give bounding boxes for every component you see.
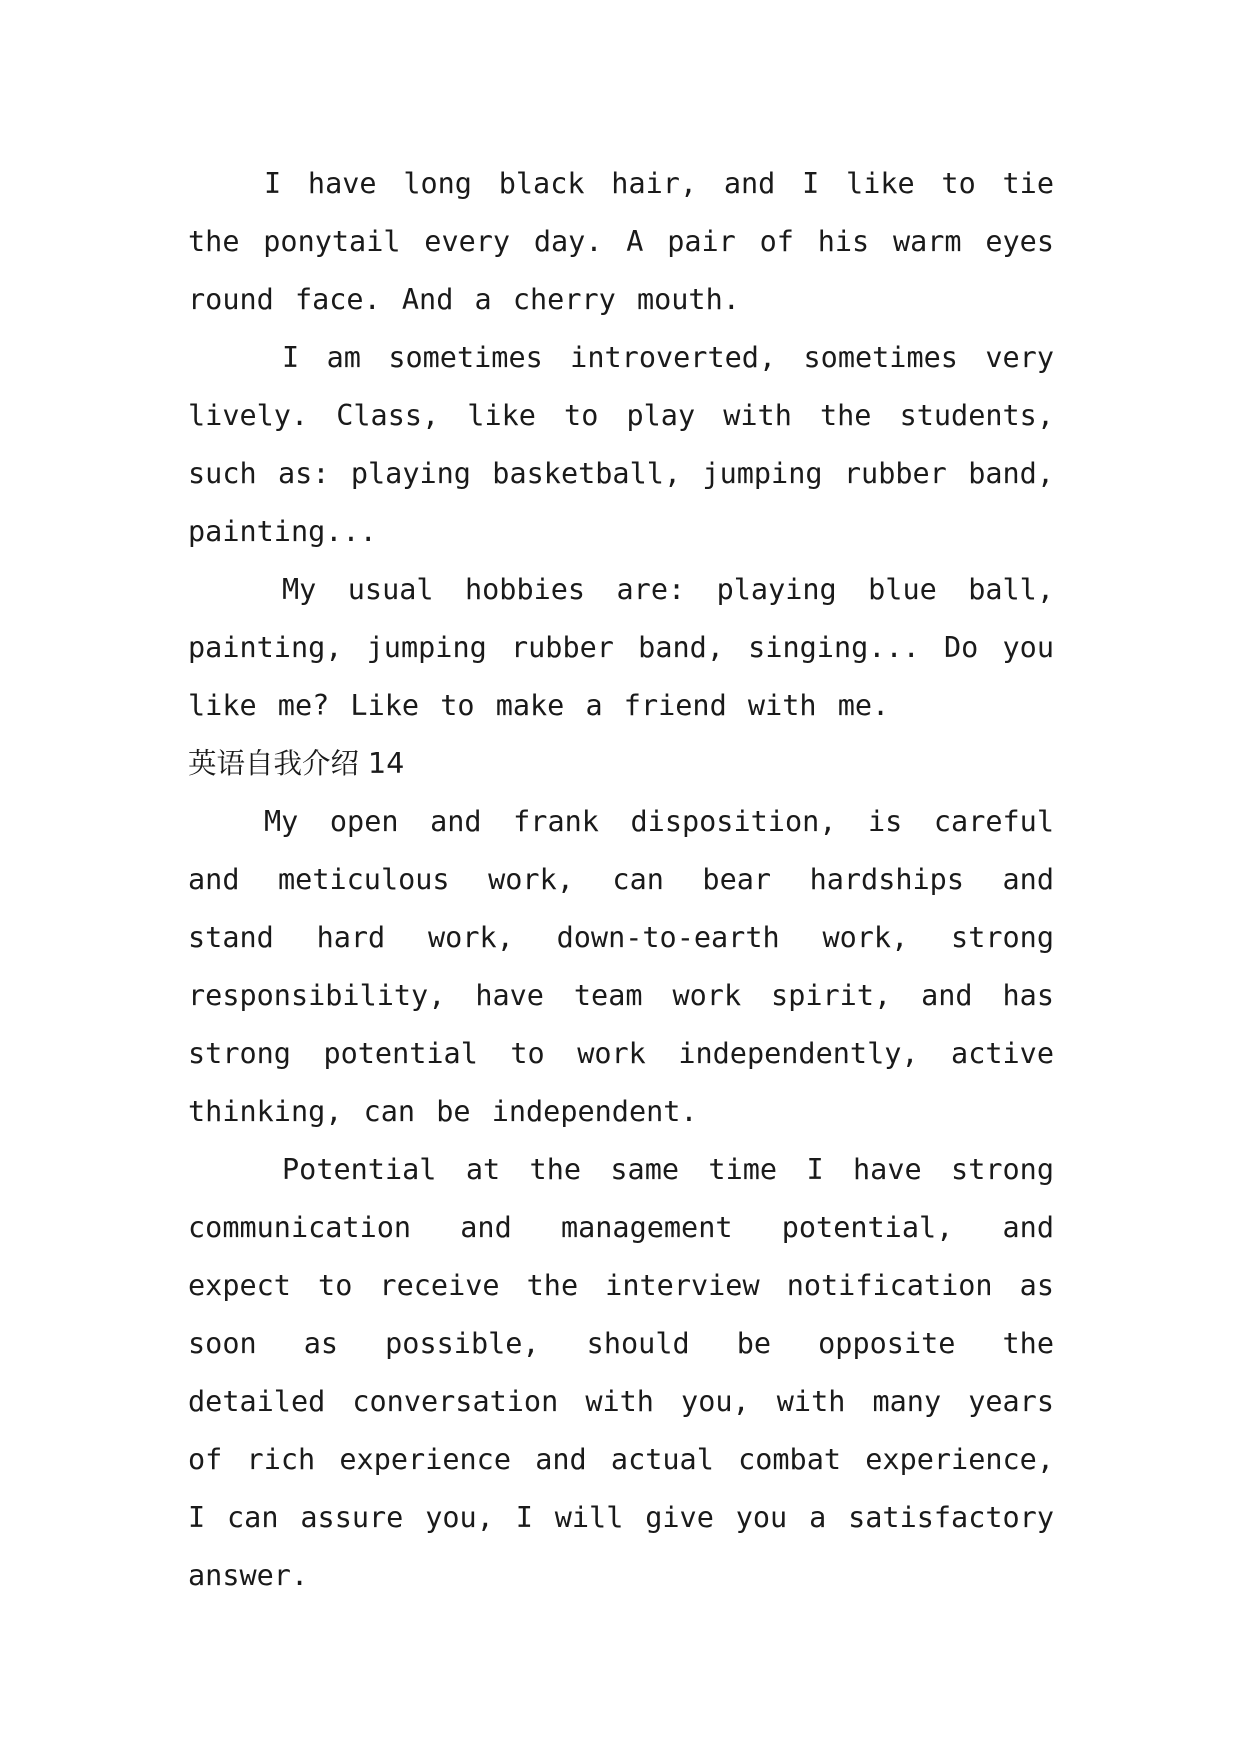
paragraph-appearance: I have long black hair, and I like to tie the ponytail every day. A pair of his warm eyes round face. And a cherry mouth. bbox=[188, 167, 1054, 316]
paragraph-hobbies: My usual hobbies are: playing blue ball, painting, jumping rubber band, singing... Do you like me? Like to make a friend with me. bbox=[188, 573, 1054, 722]
paragraph-disposition: My open and frank disposition, is careful and meticulous work, can bear hardships and stand hard work, down-to-earth work, strong responsibility, have team work spirit, and has strong potential to work independently, active thinking, can be independent. bbox=[188, 805, 1054, 1128]
paragraph-potential: Potential at the same time I have strong communication and management potential, and expect to receive the interview notification as soon as possible, should be opposite the detailed conversation with you, with many years of rich experience and actual combat experience, I can assure you, I will give you a satisfactory answer. bbox=[188, 1153, 1054, 1592]
document-page bbox=[188, 155, 1054, 1605]
section-heading: 英语自我介绍 14 bbox=[188, 747, 405, 780]
paragraph-personality: I am sometimes introverted, sometimes very lively. Class, like to play with the students, such as: playing basketball, jumping rubber band, painting... bbox=[188, 341, 1054, 548]
